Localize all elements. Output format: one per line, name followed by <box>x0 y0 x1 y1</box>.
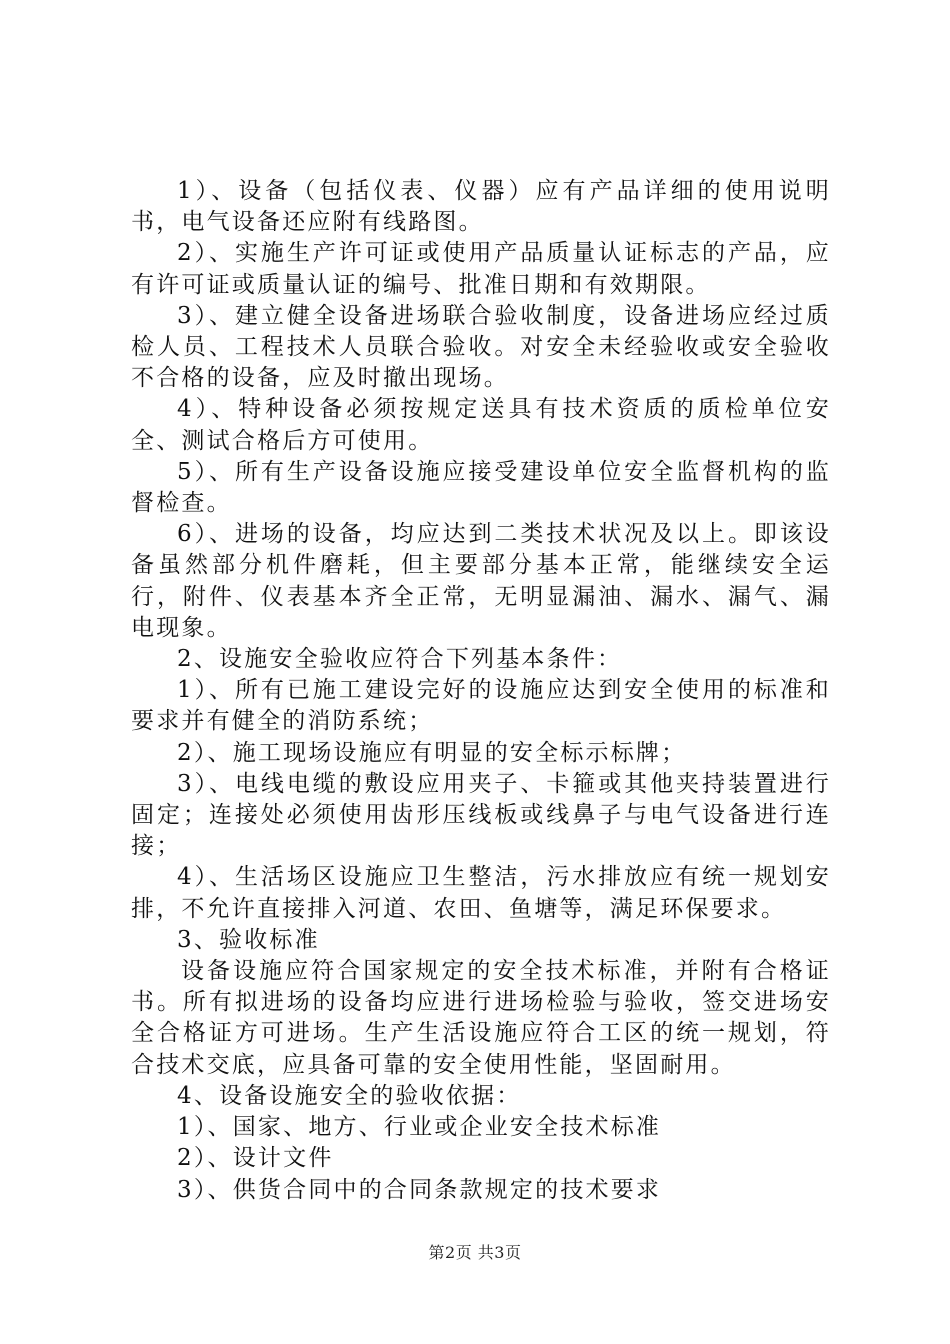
section-heading-4: 4、设备设施安全的验收依据： <box>177 1082 522 1109</box>
paragraph-14: 3）、供货合同中的合同条款规定的技术要求 <box>177 1176 662 1203</box>
paragraph-3: 3）、建立健全设备进场联合验收制度，设备进场应经过质检人员、工程技术人员联合验收。对安全未经验收或安全验收不合格的设备，应及时撤出现场。 <box>131 302 831 392</box>
paragraph-1: 1）、设备（包括仪表、仪器）应有产品详细的使用说明书，电气设备还应附有线路图。 <box>131 178 831 236</box>
paragraph-12: 1）、国家、地方、行业或企业安全技术标准 <box>177 1114 662 1141</box>
paragraph-11: 设备设施应符合国家规定的安全技术标准，并附有合格证书。所有拟进场的设备均应进行进场检验与验收，签交进场安全合格证方可进场。生产生活设施应符合工区的统一规划，符合技术交底，应具备可靠的安全使用性能，坚固耐用。 <box>131 958 831 1078</box>
paragraph-13: 2）、设计文件 <box>177 1145 334 1172</box>
paragraph-6: 6）、进场的设备，均应达到二类技术状况及以上。即该设备虽然部分机件磨耗，但主要部分基本正常，能继续安全运行，附件、仪表基本齐全正常，无明显漏油、漏水、漏气、漏电现象。 <box>131 521 831 641</box>
paragraph-4: 4）、特种设备必须按规定送具有技术资质的质检单位安全、测试合格后方可使用。 <box>131 396 831 454</box>
paragraph-10: 4）、生活场区设施应卫生整洁，污水排放应有统一规划安排，不允许直接排入河道、农田、鱼塘等，满足环保要求。 <box>131 864 831 922</box>
paragraph-2: 2）、实施生产许可证或使用产品质量认证标志的产品，应有许可证或质量认证的编号、批准日期和有效期限。 <box>131 240 831 298</box>
paragraph-9: 3）、电线电缆的敷设应用夹子、卡箍或其他夹持装置进行固定；连接处必须使用齿形压线板或线鼻子与电气设备进行连接； <box>131 770 831 860</box>
paragraph-7: 1）、所有已施工建设完好的设施应达到安全使用的标准和要求并有健全的消防系统； <box>131 677 831 735</box>
paragraph-5: 5）、所有生产设备设施应接受建设单位安全监督机构的监督检查。 <box>131 458 831 517</box>
paragraph-8: 2）、施工现场设施应有明显的安全标示标牌； <box>177 739 687 766</box>
page-footer: 第2页 共3页 <box>428 1243 522 1262</box>
document-body <box>131 176 831 1206</box>
section-heading-2: 2、设施安全验收应符合下列基本条件： <box>177 646 623 673</box>
section-heading-3: 3、验收标准 <box>177 926 320 953</box>
